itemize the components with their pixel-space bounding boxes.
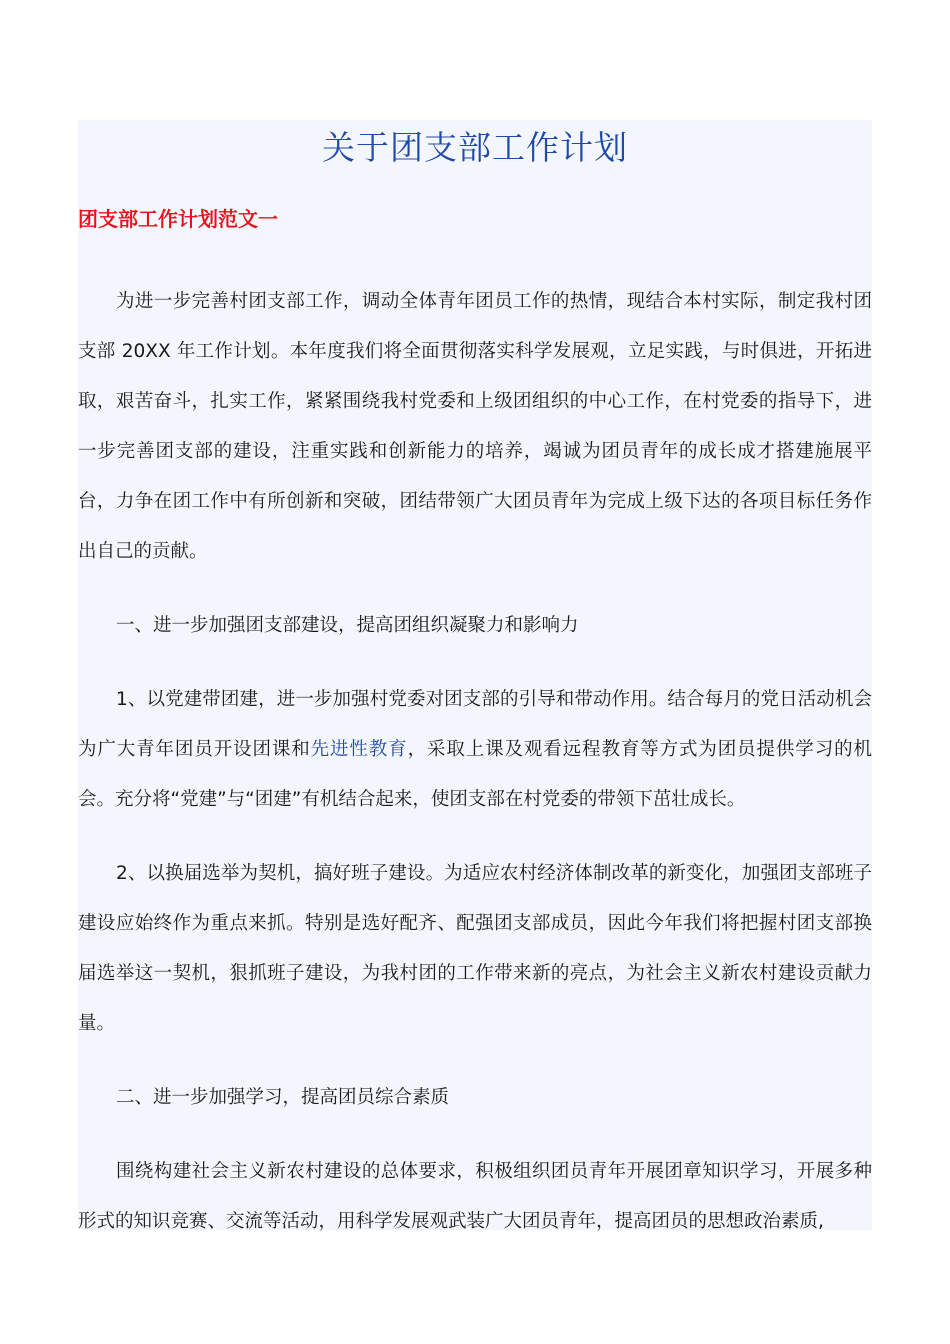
paragraph-item-1-text-a: 1、以党建带团建，进一步加强村党委对团支部的引导和带动作用。结合每月的党日活动机会为广大青年团员开设团课和 [78, 689, 872, 760]
section-subtitle: 团支部工作计划范文一 [78, 207, 278, 231]
paragraph-item-1-text-b: ，采取上课及观看远程教育等方式为团员提供学习的机会。充分将“党建”与“团建”有机结合起来，使团支部在村党委的带领下茁壮成长。 [78, 739, 872, 810]
heading-section-1: 一、进一步加强团支部建设，提高团组织凝聚力和影响力 [116, 615, 579, 636]
document-title: 关于团支部工作计划 [322, 128, 628, 167]
document-body [78, 120, 872, 1247]
paragraph-section-2: 围绕构建社会主义新农村建设的总体要求，积极组织团员青年开展团章知识学习，开展多种形式的知识竞赛、交流等活动，用科学发展观武装广大团员青年，提高团员的思想政治素质, [78, 1161, 872, 1232]
paragraph-intro: 为进一步完善村团支部工作，调动全体青年团员工作的热情，现结合本村实际，制定我村团支部 20XX 年工作计划。本年度我们将全面贯彻落实科学发展观，立足实践，与时俱进，开拓进取，艰苦奋斗，扎实工作，紧紧围绕我村党委和上级团组织的中心工作，在村党委的指导下，进一步完善团支部的建设，注重实践和创新能力的培养，竭诚为团员青年的成长成才搭建施展平台，力争在团工作中有所创新和突破，团结带领广大团员青年为完成上级下达的各项目标任务作出自己的贡献。 [78, 291, 872, 562]
link-advanced-education[interactable]: 先进性教育 [310, 739, 408, 760]
heading-section-2: 二、进一步加强学习，提高团员综合素质 [116, 1087, 450, 1108]
paragraph-item-1 [78, 675, 872, 825]
paragraph-item-2: 2、以换届选举为契机，搞好班子建设。为适应农村经济体制改革的新变化，加强团支部班子建设应始终作为重点来抓。特别是选好配齐、配强团支部成员，因此今年我们将把握村团支部换届选举这一契机，狠抓班子建设，为我村团的工作带来新的亮点，为社会主义新农村建设贡献力量。 [78, 863, 872, 1034]
